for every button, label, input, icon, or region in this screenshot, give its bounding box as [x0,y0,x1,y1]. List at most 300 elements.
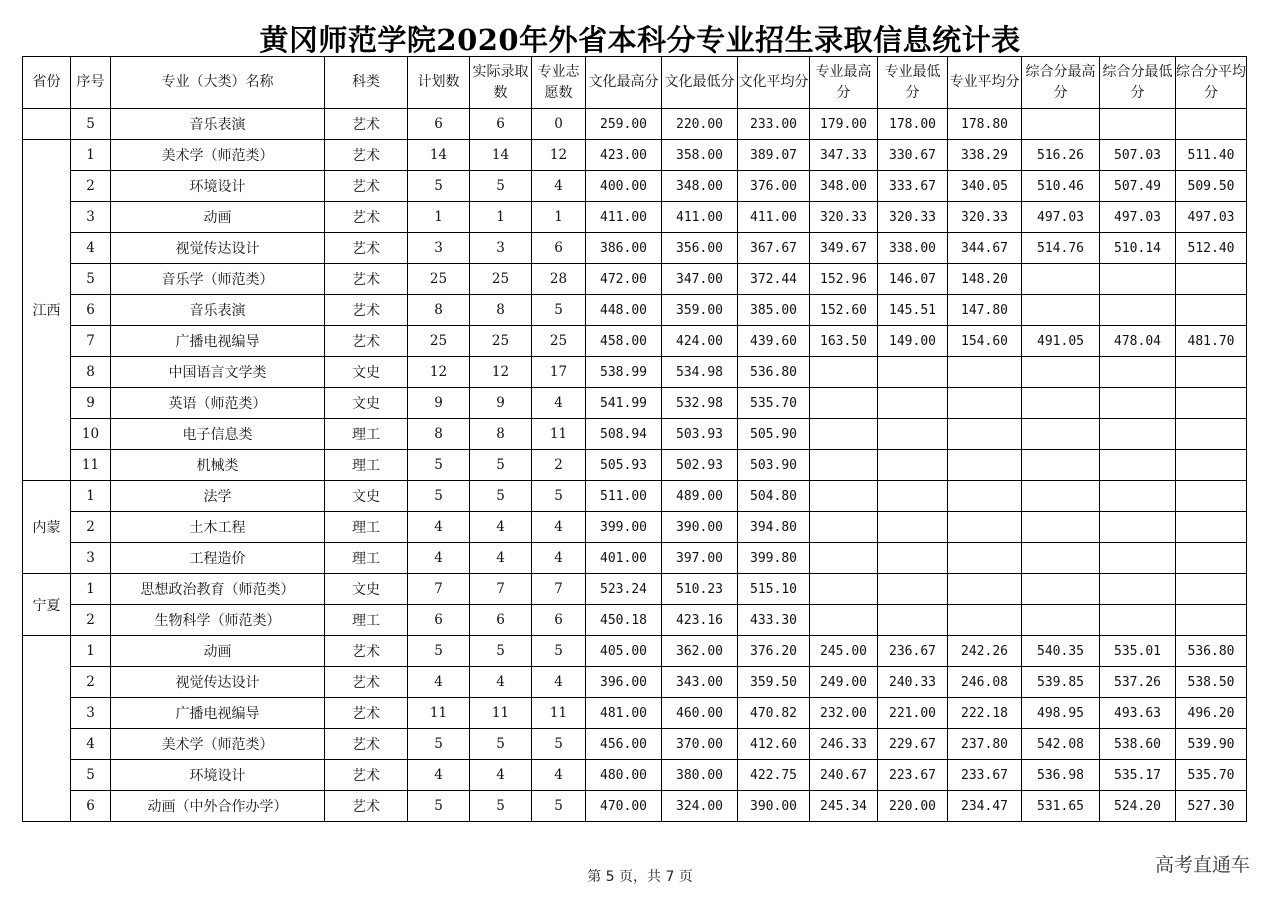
score-cell: 347.33 [810,140,878,171]
score-cell [1022,357,1100,388]
score-cell [1100,419,1176,450]
score-cell: 509.50 [1176,171,1247,202]
count-cell: 25 [470,326,532,357]
category-cell: 理工 [325,512,408,543]
column-header: 专业（大类）名称 [111,57,325,109]
seq-cell: 5 [71,109,111,140]
score-cell: 480.00 [586,760,662,791]
count-cell: 11 [532,419,586,450]
count-cell: 1 [532,202,586,233]
score-cell: 338.29 [948,140,1022,171]
count-cell: 6 [470,109,532,140]
score-cell: 472.00 [586,264,662,295]
score-cell [1176,295,1247,326]
province-cell: 内蒙 [23,481,71,574]
table-row [23,729,1247,760]
count-cell: 5 [470,450,532,481]
score-cell: 359.50 [738,667,810,698]
score-cell [1022,450,1100,481]
count-cell: 11 [532,698,586,729]
score-cell: 535.17 [1100,760,1176,791]
score-cell: 510.46 [1022,171,1100,202]
table-row [23,388,1247,419]
score-cell: 411.00 [662,202,738,233]
seq-cell: 2 [71,667,111,698]
score-cell: 356.00 [662,233,738,264]
table-row [23,574,1247,605]
score-cell: 448.00 [586,295,662,326]
major-name-cell: 法学 [111,481,325,512]
score-cell: 508.94 [586,419,662,450]
score-cell [948,481,1022,512]
count-cell: 25 [408,264,470,295]
score-cell [1022,264,1100,295]
count-cell: 5 [408,171,470,202]
category-cell: 艺术 [325,729,408,760]
major-name-cell: 音乐表演 [111,109,325,140]
score-cell: 385.00 [738,295,810,326]
score-cell [878,512,948,543]
score-cell: 380.00 [662,760,738,791]
score-cell: 229.67 [878,729,948,760]
score-cell [1176,512,1247,543]
major-name-cell: 中国语言文学类 [111,357,325,388]
score-cell [878,357,948,388]
score-cell: 320.33 [810,202,878,233]
count-cell: 14 [408,140,470,171]
seq-cell: 2 [71,512,111,543]
score-cell [1176,109,1247,140]
category-cell: 文史 [325,574,408,605]
score-cell [1176,543,1247,574]
score-cell: 320.33 [948,202,1022,233]
score-cell: 470.00 [586,791,662,822]
count-cell: 0 [532,109,586,140]
score-cell: 163.50 [810,326,878,357]
score-cell [878,481,948,512]
score-cell [1022,481,1100,512]
seq-cell: 5 [71,760,111,791]
score-cell: 178.80 [948,109,1022,140]
category-cell: 艺术 [325,667,408,698]
table-row [23,636,1247,667]
score-cell: 220.00 [662,109,738,140]
count-cell: 5 [470,636,532,667]
score-cell [1176,574,1247,605]
score-cell: 450.18 [586,605,662,636]
score-cell: 535.70 [1176,760,1247,791]
count-cell: 3 [470,233,532,264]
category-cell: 艺术 [325,233,408,264]
major-name-cell: 美术学（师范类） [111,140,325,171]
score-cell [1176,388,1247,419]
score-cell [1022,388,1100,419]
count-cell: 25 [470,264,532,295]
score-cell [878,450,948,481]
score-cell: 424.00 [662,326,738,357]
category-cell: 理工 [325,450,408,481]
score-cell: 411.00 [586,202,662,233]
count-cell: 6 [532,233,586,264]
score-cell: 532.98 [662,388,738,419]
count-cell: 2 [532,450,586,481]
score-cell [810,481,878,512]
count-cell: 5 [532,636,586,667]
score-cell: 524.20 [1100,791,1176,822]
count-cell: 4 [408,667,470,698]
score-cell: 539.85 [1022,667,1100,698]
score-cell: 147.80 [948,295,1022,326]
score-cell [878,419,948,450]
seq-cell: 8 [71,357,111,388]
score-cell [1022,295,1100,326]
score-cell [1100,109,1176,140]
score-cell: 149.00 [878,326,948,357]
watermark: 高考直通车 [1154,854,1250,876]
score-cell: 510.14 [1100,233,1176,264]
score-cell: 233.67 [948,760,1022,791]
count-cell: 4 [470,512,532,543]
score-cell: 422.75 [738,760,810,791]
count-cell: 4 [532,543,586,574]
score-cell: 535.01 [1100,636,1176,667]
count-cell: 4 [470,667,532,698]
table-row [23,760,1247,791]
major-name-cell: 机械类 [111,450,325,481]
seq-cell: 11 [71,450,111,481]
score-cell: 376.00 [738,171,810,202]
score-cell: 503.93 [662,419,738,450]
major-name-cell: 音乐学（师范类） [111,264,325,295]
count-cell: 4 [532,512,586,543]
count-cell: 5 [532,791,586,822]
table-row [23,233,1247,264]
count-cell: 6 [532,605,586,636]
score-cell: 470.82 [738,698,810,729]
column-header: 序号 [71,57,111,109]
count-cell: 5 [408,636,470,667]
count-cell: 12 [532,140,586,171]
province-cell: 宁夏 [23,574,71,636]
page-title: 黄冈师范学院2020年外省本科分专业招生录取信息统计表 [259,23,1021,57]
major-name-cell: 动画 [111,636,325,667]
count-cell: 8 [470,295,532,326]
count-cell: 5 [408,729,470,760]
score-cell: 481.00 [586,698,662,729]
category-cell: 艺术 [325,698,408,729]
score-cell: 460.00 [662,698,738,729]
seq-cell: 3 [71,543,111,574]
score-cell: 504.80 [738,481,810,512]
score-cell [1022,574,1100,605]
score-cell: 390.00 [662,512,738,543]
major-name-cell: 环境设计 [111,760,325,791]
count-cell: 11 [408,698,470,729]
score-cell [948,574,1022,605]
score-cell [1100,450,1176,481]
count-cell: 9 [408,388,470,419]
column-header: 文化最低分 [662,57,738,109]
major-name-cell: 广播电视编导 [111,698,325,729]
score-cell: 511.40 [1176,140,1247,171]
count-cell: 17 [532,357,586,388]
score-cell: 223.67 [878,760,948,791]
score-cell [1100,357,1176,388]
score-cell: 497.03 [1100,202,1176,233]
score-cell [878,543,948,574]
score-cell [1100,512,1176,543]
score-cell: 348.00 [662,171,738,202]
score-cell: 538.99 [586,357,662,388]
table-row [23,109,1247,140]
score-cell [810,543,878,574]
category-cell: 理工 [325,543,408,574]
score-cell: 433.30 [738,605,810,636]
score-cell: 220.00 [878,791,948,822]
category-cell: 艺术 [325,140,408,171]
score-cell: 512.40 [1176,233,1247,264]
column-header: 专业最高分 [810,57,878,109]
count-cell: 6 [408,605,470,636]
count-cell: 4 [470,760,532,791]
seq-cell: 2 [71,171,111,202]
seq-cell: 4 [71,729,111,760]
score-cell [1176,481,1247,512]
score-cell: 531.65 [1022,791,1100,822]
score-cell: 456.00 [586,729,662,760]
category-cell: 文史 [325,357,408,388]
category-cell: 艺术 [325,791,408,822]
count-cell: 4 [470,543,532,574]
score-cell: 511.00 [586,481,662,512]
score-cell [1100,481,1176,512]
table-row [23,419,1247,450]
score-cell: 536.80 [738,357,810,388]
score-cell: 221.00 [878,698,948,729]
count-cell: 4 [532,760,586,791]
category-cell: 艺术 [325,760,408,791]
score-cell [878,574,948,605]
count-cell: 4 [408,543,470,574]
category-cell: 艺术 [325,202,408,233]
major-name-cell: 环境设计 [111,171,325,202]
score-cell: 514.76 [1022,233,1100,264]
seq-cell: 5 [71,264,111,295]
score-cell: 510.23 [662,574,738,605]
score-cell [1022,419,1100,450]
count-cell: 6 [408,109,470,140]
score-cell [810,450,878,481]
seq-cell: 10 [71,419,111,450]
score-cell [1176,264,1247,295]
score-cell: 396.00 [586,667,662,698]
score-cell: 397.00 [662,543,738,574]
admission-table [22,56,1247,822]
count-cell: 25 [532,326,586,357]
category-cell: 文史 [325,481,408,512]
score-cell: 458.00 [586,326,662,357]
score-cell: 389.07 [738,140,810,171]
score-cell [948,512,1022,543]
province-cell [23,109,71,140]
score-cell: 539.90 [1176,729,1247,760]
score-cell: 497.03 [1022,202,1100,233]
score-cell: 234.47 [948,791,1022,822]
province-cell: 江西 [23,140,71,481]
page-footer: 第 5 页，共 7 页 [587,869,693,885]
score-cell [1100,388,1176,419]
table-row [23,264,1247,295]
category-cell: 艺术 [325,636,408,667]
major-name-cell: 美术学（师范类） [111,729,325,760]
seq-cell: 7 [71,326,111,357]
score-cell [810,574,878,605]
count-cell: 11 [470,698,532,729]
score-cell: 340.05 [948,171,1022,202]
count-cell: 5 [408,791,470,822]
major-name-cell: 思想政治教育（师范类） [111,574,325,605]
score-cell: 154.60 [948,326,1022,357]
score-cell: 534.98 [662,357,738,388]
seq-cell: 1 [71,481,111,512]
score-cell: 145.51 [878,295,948,326]
seq-cell: 3 [71,698,111,729]
score-cell: 246.33 [810,729,878,760]
score-cell: 347.00 [662,264,738,295]
score-cell: 333.67 [878,171,948,202]
score-cell: 439.60 [738,326,810,357]
score-cell: 343.00 [662,667,738,698]
score-cell [810,512,878,543]
score-cell: 320.33 [878,202,948,233]
score-cell: 240.33 [878,667,948,698]
score-cell [1176,605,1247,636]
score-cell: 423.00 [586,140,662,171]
score-cell: 179.00 [810,109,878,140]
seq-cell: 4 [71,233,111,264]
score-cell: 503.90 [738,450,810,481]
table-header-row [23,57,1247,109]
count-cell: 4 [408,760,470,791]
score-cell: 405.00 [586,636,662,667]
count-cell: 25 [408,326,470,357]
count-cell: 5 [408,481,470,512]
count-cell: 9 [470,388,532,419]
count-cell: 4 [532,171,586,202]
score-cell: 502.93 [662,450,738,481]
major-name-cell: 英语（师范类） [111,388,325,419]
score-cell: 401.00 [586,543,662,574]
score-cell: 412.60 [738,729,810,760]
count-cell: 8 [470,419,532,450]
table-row [23,481,1247,512]
count-cell: 1 [408,202,470,233]
table-row [23,605,1247,636]
count-cell: 5 [470,791,532,822]
score-cell: 505.90 [738,419,810,450]
score-cell: 538.60 [1100,729,1176,760]
category-cell: 文史 [325,388,408,419]
table-row [23,171,1247,202]
score-cell: 344.67 [948,233,1022,264]
score-cell: 538.50 [1176,667,1247,698]
score-cell: 372.44 [738,264,810,295]
count-cell: 5 [470,729,532,760]
score-cell: 390.00 [738,791,810,822]
count-cell: 5 [532,295,586,326]
score-cell [1100,605,1176,636]
count-cell: 8 [408,419,470,450]
score-cell [810,605,878,636]
score-cell: 481.70 [1176,326,1247,357]
score-cell: 536.98 [1022,760,1100,791]
score-cell: 515.10 [738,574,810,605]
seq-cell: 9 [71,388,111,419]
score-cell [1022,109,1100,140]
column-header: 实际录取数 [470,57,532,109]
score-cell: 489.00 [662,481,738,512]
score-cell [1176,419,1247,450]
score-cell [948,605,1022,636]
count-cell: 4 [408,512,470,543]
table-row [23,543,1247,574]
seq-cell: 6 [71,791,111,822]
score-cell: 236.67 [878,636,948,667]
column-header: 文化平均分 [738,57,810,109]
score-cell: 232.00 [810,698,878,729]
score-cell: 540.35 [1022,636,1100,667]
score-cell [1100,574,1176,605]
count-cell: 28 [532,264,586,295]
score-cell: 507.49 [1100,171,1176,202]
score-cell [1176,450,1247,481]
column-header: 专业最低分 [878,57,948,109]
score-cell: 505.93 [586,450,662,481]
score-cell: 148.20 [948,264,1022,295]
score-cell: 527.30 [1176,791,1247,822]
table-row [23,667,1247,698]
score-cell [948,419,1022,450]
score-cell [810,419,878,450]
table-row [23,140,1247,171]
seq-cell: 1 [71,140,111,171]
score-cell: 478.04 [1100,326,1176,357]
column-header: 综合分最高分 [1022,57,1100,109]
score-cell: 249.00 [810,667,878,698]
score-cell [1022,543,1100,574]
score-cell [948,357,1022,388]
score-cell: 376.20 [738,636,810,667]
category-cell: 艺术 [325,264,408,295]
score-cell: 233.00 [738,109,810,140]
major-name-cell: 土木工程 [111,512,325,543]
seq-cell: 1 [71,574,111,605]
score-cell: 537.26 [1100,667,1176,698]
score-cell: 411.00 [738,202,810,233]
table-row [23,202,1247,233]
major-name-cell: 视觉传达设计 [111,233,325,264]
score-cell: 330.67 [878,140,948,171]
score-cell: 394.80 [738,512,810,543]
score-cell: 498.95 [1022,698,1100,729]
score-cell [810,388,878,419]
count-cell: 3 [408,233,470,264]
score-cell: 178.00 [878,109,948,140]
score-cell: 259.00 [586,109,662,140]
score-cell: 370.00 [662,729,738,760]
column-header: 省份 [23,57,71,109]
category-cell: 理工 [325,419,408,450]
